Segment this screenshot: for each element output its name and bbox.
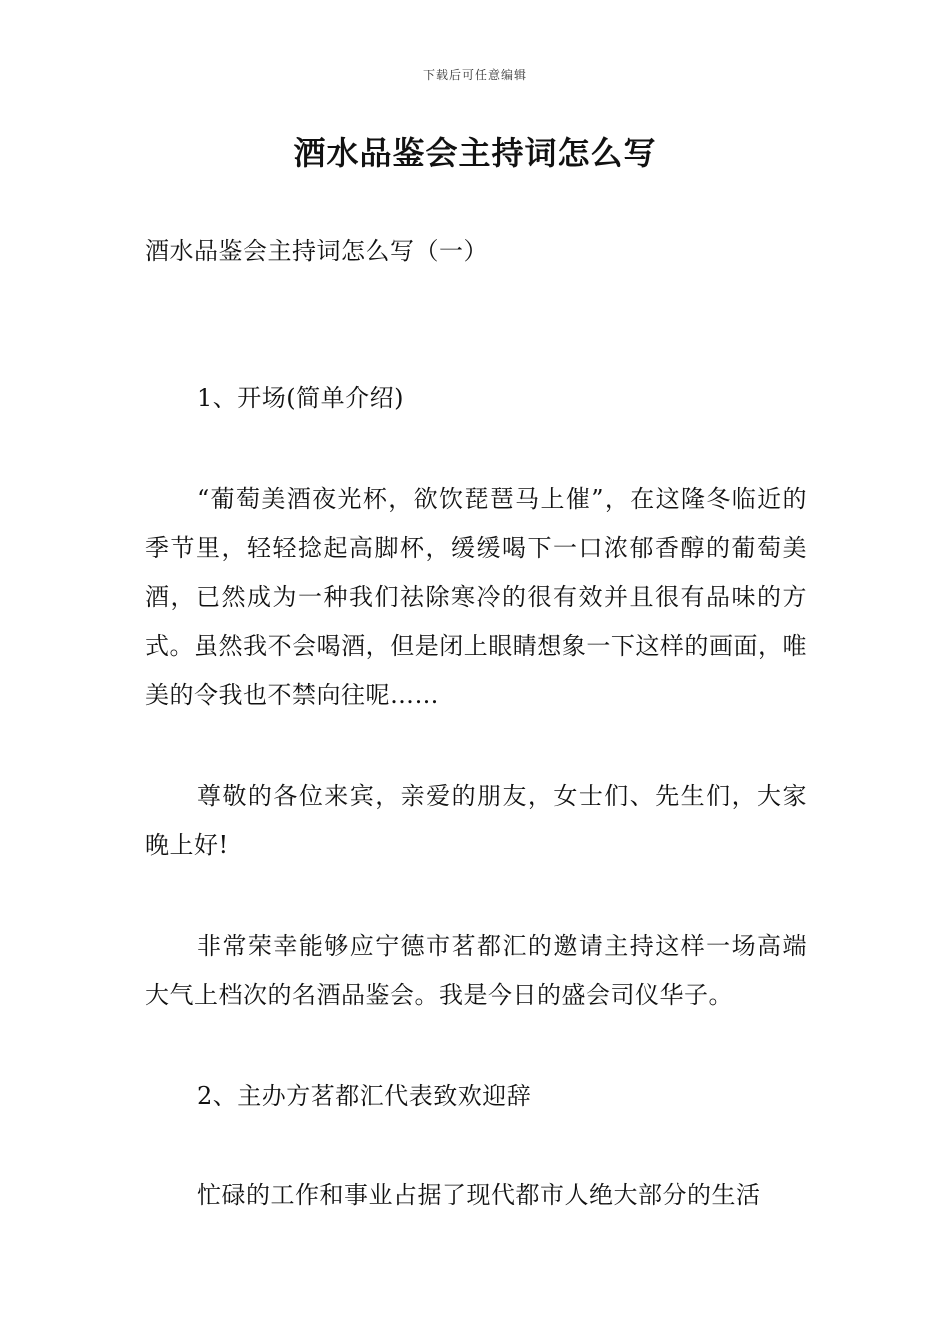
header-note: 下载后可任意编辑: [422, 68, 527, 82]
paragraph-1: “葡萄美酒夜光杯，欲饮琵琶马上催”，在这隆冬临近的季节里，轻轻捻起高脚杯，缓缓喝下一口浓郁香醇的葡萄美酒，已然成为一种我们祛除寒冷的很有效并且很有品味的方式。虽然我不会喝酒，但是闭上眼睛想象一下这样的画面，唯美的令我也不禁向往呢……: [145, 485, 807, 709]
document-subtitle: 酒水品鉴会主持词怎么写（一）: [145, 237, 488, 265]
section-heading-1: 1、开场(简单介绍): [197, 384, 404, 412]
document-title: 酒水品鉴会主持词怎么写: [293, 134, 657, 172]
paragraph-3: 非常荣幸能够应宁德市茗都汇的邀请主持这样一场高端大气上档次的名酒品鉴会。我是今日的盛会司仪华子。: [145, 932, 807, 1009]
paragraph-4: 忙碌的工作和事业占据了现代都市人绝大部分的生活: [197, 1181, 761, 1209]
section-heading-2: 2、主办方茗都汇代表致欢迎辞: [197, 1082, 532, 1110]
paragraph-2: 尊敬的各位来宾，亲爱的朋友，女士们、先生们，大家晚上好!: [145, 782, 807, 859]
